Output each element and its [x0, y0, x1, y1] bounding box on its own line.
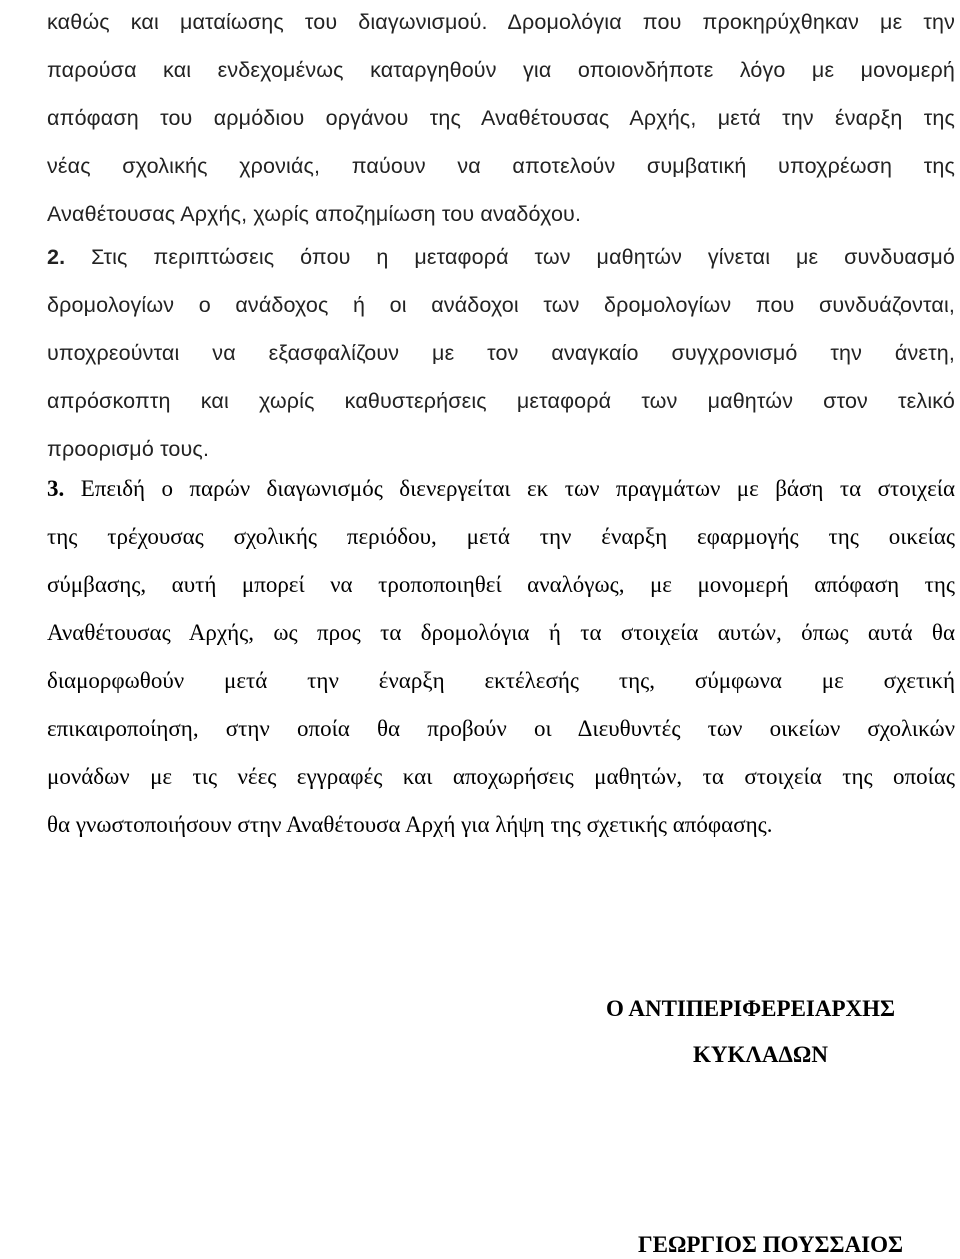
paragraph-1-line-4: νέας σχολικής χρονιάς, παύουν να αποτελούν συμβατική υποχρέωση της	[47, 154, 955, 178]
paragraph-3-line-7: μονάδων με τις νέες εγγραφές και αποχωρήσεις μαθητών, τα στοιχεία της οποίας	[47, 764, 955, 789]
paragraph-3-line-2: της τρέχουσας σχολικής περιόδου, μετά την έναρξη εφαρμογής της οικείας	[47, 524, 955, 549]
paragraph-2-line-3: υποχρεούνται να εξασφαλίζουν με τον αναγκαίο συγχρονισμό την άνετη,	[47, 341, 955, 365]
paragraph-2-line-1	[47, 233, 955, 281]
paragraph-3-line-8: θα γνωστοποιήσουν στην Αναθέτουσα Αρχή για λήψη της σχετικής απόφασης.	[47, 812, 773, 837]
paragraph-3-line-4: Αναθέτουσας Αρχής, ως προς τα δρομολόγια ή τα στοιχεία αυτών, όπως αυτά θα	[47, 620, 955, 645]
paragraph-1-line-1: καθώς και ματαίωσης του διαγωνισμού. Δρομολόγια που προκηρύχθηκαν με την	[47, 10, 955, 34]
paragraph-3-number: 3.	[47, 476, 65, 501]
signature-title-line-1: Ο ΑΝΤΙΠΕΡΙΦΕΡΕΙΑΡΧΗΣ	[606, 996, 896, 1021]
paragraph-2-line-2: δρομολογίων ο ανάδοχος ή οι ανάδοχοι των δρομολογίων που συνδυάζονται,	[47, 293, 955, 317]
paragraph-3-line-5: διαμορφωθούν μετά την έναρξη εκτέλεσής της, σύμφωνα με σχετική	[47, 668, 955, 693]
signature-title-line-2: ΚΥΚΛΑΔΩΝ	[693, 1042, 828, 1067]
paragraph-2-line-5: προορισμό τους.	[47, 437, 210, 461]
paragraph-3-line-3: σύμβασης, αυτή μπορεί να τροποποιηθεί αναλόγως, με μονομερή απόφαση της	[47, 572, 955, 597]
paragraph-3	[47, 465, 955, 849]
paragraph-2-line-1-text: Στις περιπτώσεις όπου η μεταφορά των μαθητών γίνεται με συνδυασμό	[91, 245, 955, 269]
paragraph-3-line-6: επικαιροποίηση, στην οποία θα προβούν οι Διευθυντές των οικείων σχολικών	[47, 716, 955, 741]
paragraph-2	[47, 233, 955, 473]
paragraph-3-line-1-text: Επειδή ο παρών διαγωνισμός διενεργείται εκ των πραγμάτων με βάση τα στοιχεία	[80, 476, 956, 501]
paragraph-2-line-4: απρόσκοπτη και χωρίς καθυστερήσεις μεταφορά των μαθητών στον τελικό	[47, 389, 955, 413]
paragraph-1-line-2: παρούσα και ενδεχομένως καταργηθούν για οποιονδήποτε λόγο με μονομερή	[47, 58, 955, 82]
signature-name: ΓΕΩΡΓΙΟΣ ΠΟΥΣΣΑΙΟΣ	[638, 1232, 904, 1257]
paragraph-1-line-3: απόφαση του αρμόδιου οργάνου της Αναθέτουσας Αρχής, μετά την έναρξη της	[47, 106, 955, 130]
paragraph-3-line-1	[47, 465, 955, 513]
paragraph-1	[47, 0, 955, 238]
paragraph-1-line-5: Αναθέτουσας Αρχής, χωρίς αποζημίωση του αναδόχου.	[47, 202, 582, 226]
paragraph-2-number: 2.	[47, 245, 66, 269]
